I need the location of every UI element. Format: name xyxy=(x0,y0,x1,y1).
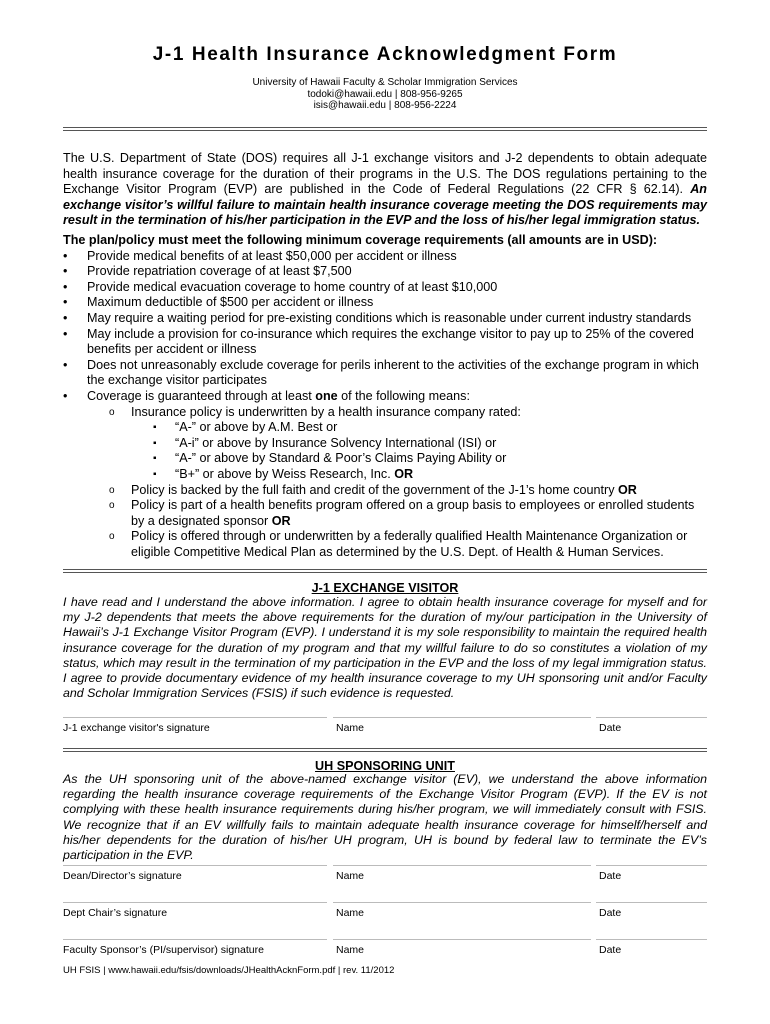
sponsor-heading: UH SPONSORING UNIT xyxy=(315,759,455,773)
list-item xyxy=(63,389,707,561)
list-item: ▪ “A-i” or above by Insurance Solvency International (ISI) or xyxy=(63,436,707,452)
sponsor-statement: As the UH sponsoring unit of the above-named exchange visitor (EV), we understand the above information regarding the health insurance coverage requirements of the Exchange Visitor Program (EVP). If the EV is not complying with these health insurance requirements during his/her program, we will immediately consult with FSIS. We recognize that if an EV willfully fails to maintain adequate health insurance coverage for himself/herself and his/her dependents for the duration of his/her UH program, UH is bound by federal law to terminate the EV’s participation in the EVP. xyxy=(63,772,707,863)
intro-warning: An exchange visitor’s willful failure to maintain health insurance coverage meeting the DOS requirements may result in the termination of his/her participation in the EVP and the loss of his/her legal immigration status. xyxy=(63,182,707,228)
signature-label: Dept Chair’s signature xyxy=(63,907,168,919)
signature-line[interactable] xyxy=(63,939,327,940)
list-item xyxy=(63,467,707,483)
section-divider xyxy=(63,569,707,573)
name-label: Name xyxy=(336,907,365,919)
list-item: • May include a provision for co-insurance which requires the exchange visitor to pay up to 25% of the covered benefits per accident or illness xyxy=(63,327,707,358)
rating-text: “B+” or above by Weiss Research, Inc. xyxy=(175,466,395,481)
means-list xyxy=(63,405,707,561)
date-line[interactable] xyxy=(596,865,707,866)
requirements-section xyxy=(63,233,707,560)
requirements-list xyxy=(63,249,707,561)
or-bold: OR xyxy=(618,482,637,497)
or-bold: OR xyxy=(394,466,414,481)
date-line[interactable] xyxy=(596,717,707,718)
name-line[interactable] xyxy=(333,902,591,903)
requirements-heading: The plan/policy must meet the following minimum coverage requirements (all amounts are in USD): xyxy=(63,233,658,247)
ratings-list xyxy=(131,420,707,482)
contact-todoki: todoki@hawaii.edu | 808-956-9265 xyxy=(307,88,463,100)
visitor-statement: I have read and I understand the above information. I agree to obtain health insurance coverage for myself and for my J-2 dependents that meets the above requirements for the duration of my/our participation in the University of Hawaii’s J-1 Exchange Visitor Program (EVP). I understand it is my sole responsibility to maintain the required health insurance coverage for the duration of my program and that my willful failure to do so constitutes a violation of my status, which may result in the termination of my participation in the EVP and the loss of my legal immigration status. I agree to provide documentary evidence of my health insurance coverage to my UH sponsoring unit and/or Faculty and Scholar Immigration Services (FSIS) if such evidence is requested. xyxy=(63,595,707,701)
list-item: • Provide medical evacuation coverage to home country of at least $10,000 xyxy=(63,280,707,296)
signature-line[interactable] xyxy=(63,717,327,718)
signature-label: Dean/Director’s signature xyxy=(63,870,182,882)
date-label: Date xyxy=(599,870,622,882)
list-item: ▪ “A-” or above by A.M. Best or xyxy=(63,420,707,436)
name-line[interactable] xyxy=(333,939,591,940)
signature-label: J-1 exchange visitor's signature xyxy=(63,722,210,734)
list-item xyxy=(63,498,707,529)
list-item: • Maximum deductible of $500 per accident or illness xyxy=(63,295,707,311)
list-item: • May require a waiting period for pre-existing conditions which is reasonable under current industry standards xyxy=(63,311,707,327)
form-header xyxy=(63,44,707,112)
list-item: ▪ “A-” or above by Standard & Poor’s Claims Paying Ability or xyxy=(63,451,707,467)
faculty-signature-row xyxy=(63,939,707,959)
name-label: Name xyxy=(336,944,365,956)
chair-signature-row xyxy=(63,902,707,922)
guarantee-text: Coverage is guaranteed through at least xyxy=(87,388,316,403)
header-divider xyxy=(63,127,707,131)
signature-label: Faculty Sponsor’s (PI/supervisor) signature xyxy=(63,944,264,956)
section-divider xyxy=(63,748,707,752)
intro-paragraph xyxy=(63,151,707,229)
name-line[interactable] xyxy=(333,717,591,718)
list-item xyxy=(63,405,707,483)
org-name: University of Hawaii Faculty & Scholar Immigration Services xyxy=(252,77,518,88)
name-label: Name xyxy=(336,722,365,734)
intro-text: The U.S. Department of State (DOS) requires all J-1 exchange visitors and J-2 dependents to obtain adequate health insurance coverage for the duration of their programs in the U.S. The DOS regulations pertaining to the Exchange Visitor Program (EVP) are published in the Code of Federal Regulations (22 CFR § 62.14). xyxy=(63,151,707,197)
name-line[interactable] xyxy=(333,865,591,866)
list-item: • Provide repatriation coverage of at least $7,500 xyxy=(63,264,707,280)
visitor-heading: J-1 EXCHANGE VISITOR xyxy=(311,581,459,595)
date-label: Date xyxy=(599,944,622,956)
name-label: Name xyxy=(336,870,365,882)
date-line[interactable] xyxy=(596,902,707,903)
date-label: Date xyxy=(599,722,622,734)
means-group: Policy is part of a health benefits program offered on a group basis to employees or enrolled students by a designated sponsor xyxy=(131,498,695,528)
means-rated: Insurance policy is underwritten by a health insurance company rated: xyxy=(131,404,521,419)
or-bold: OR xyxy=(271,513,291,528)
contact-isis: isis@hawaii.edu | 808-956-2224 xyxy=(313,100,457,111)
list-item: o Policy is offered through or underwritten by a federally qualified Health Maintenance Organization or eligible Competitive Medical Plan as determined by the U.S. Dept. of Health & Human Services. xyxy=(63,529,707,560)
form-title: J-1 Health Insurance Acknowledgment Form xyxy=(152,44,618,65)
guarantee-bold: one xyxy=(315,388,338,403)
list-item: • Does not unreasonably exclude coverage for perils inherent to the activities of the exchange program in which the exchange visitor participates xyxy=(63,358,707,389)
list-item: • Provide medical benefits of at least $50,000 per accident or illness xyxy=(63,249,707,265)
signature-line[interactable] xyxy=(63,865,327,866)
footer: UH FSIS | www.hawaii.edu/fsis/downloads/JHealthAcknForm.pdf | rev. 11/2012 xyxy=(63,965,395,976)
visitor-signature-row xyxy=(63,717,707,737)
signature-line[interactable] xyxy=(63,902,327,903)
date-line[interactable] xyxy=(596,939,707,940)
dean-signature-row xyxy=(63,865,707,885)
list-item xyxy=(63,483,707,499)
guarantee-text-end: of the following means: xyxy=(337,388,470,403)
date-label: Date xyxy=(599,907,622,919)
means-government: Policy is backed by the full faith and credit of the government of the J-1’s home country xyxy=(131,482,618,497)
